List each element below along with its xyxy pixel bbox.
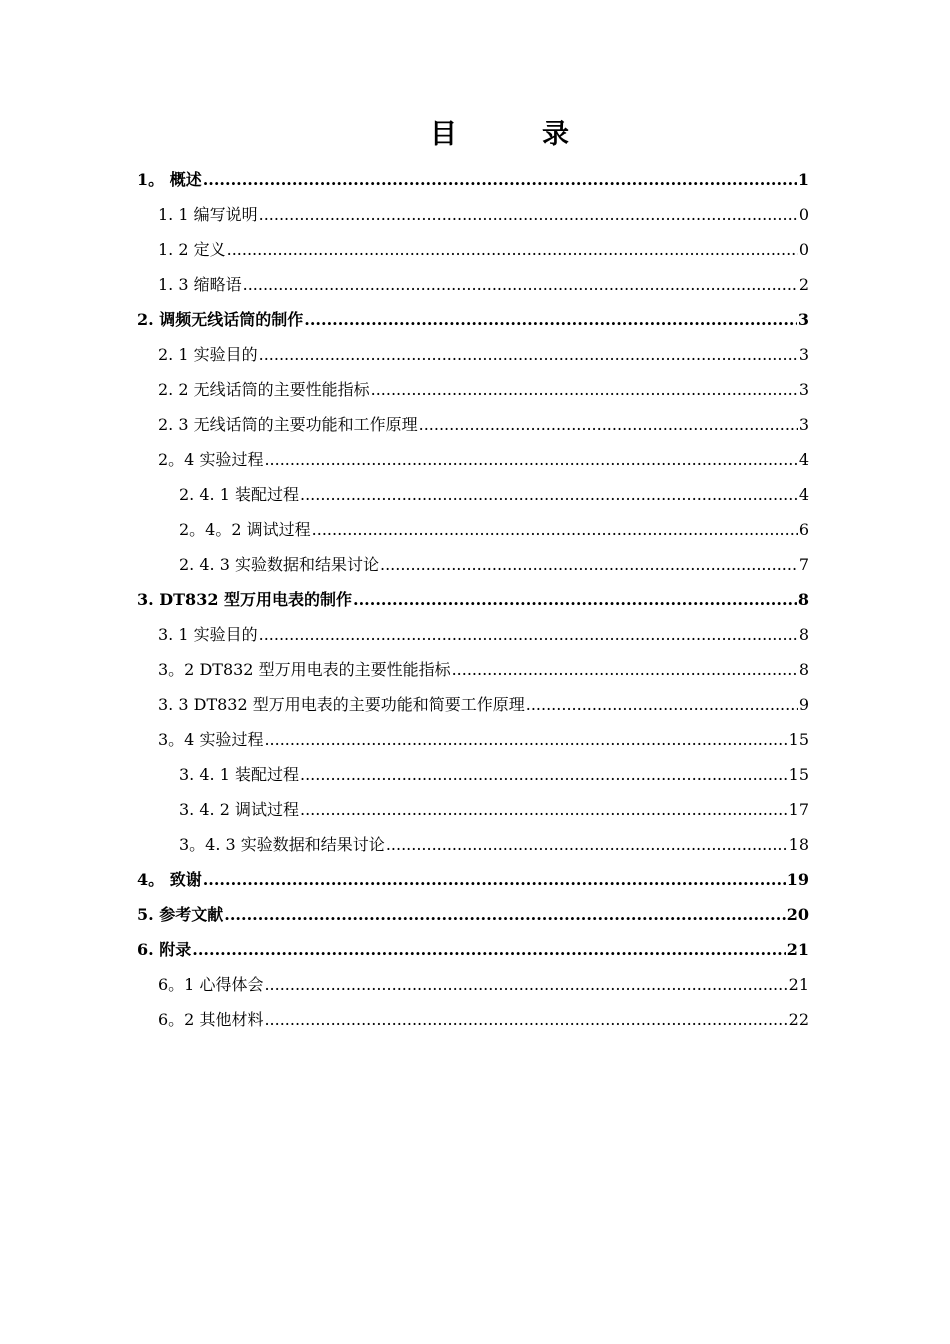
dot-leader — [264, 722, 787, 757]
toc-entry[interactable] — [137, 897, 809, 932]
toc-entry[interactable] — [158, 652, 809, 687]
toc-entry-label: 2. 1 实验目的 — [158, 345, 258, 364]
dot-leader — [371, 372, 798, 407]
toc-entry-page: 9 — [798, 695, 809, 714]
toc-entry-label: 3。4 实验过程 — [158, 730, 264, 749]
toc-entry[interactable] — [158, 967, 809, 1002]
dot-leader — [386, 827, 788, 862]
toc-entry[interactable] — [158, 1002, 809, 1037]
toc-entry-label: 2. 4. 1 装配过程 — [179, 485, 299, 504]
toc-entry-page: 7 — [798, 555, 809, 574]
toc-entry[interactable] — [158, 337, 809, 372]
toc-entry[interactable] — [158, 617, 809, 652]
toc-entry[interactable] — [179, 477, 809, 512]
toc-entry-label: 3. 3 DT832 型万用电表的主要功能和简要工作原理 — [158, 695, 525, 714]
toc-entry-label: 2。4 实验过程 — [158, 450, 264, 469]
dot-leader — [243, 267, 798, 302]
toc-entry[interactable] — [179, 512, 809, 547]
toc-entry-label: 6。1 心得体会 — [158, 975, 264, 994]
dot-leader — [300, 757, 788, 792]
toc-entry-page: 17 — [788, 800, 809, 819]
toc-entry-label: 2. 调频无线话筒的制作 — [137, 310, 304, 329]
toc-entry[interactable] — [158, 722, 809, 757]
toc-entry[interactable] — [179, 792, 809, 827]
toc-entry-page: 2 — [798, 275, 809, 294]
toc-entry-page: 18 — [788, 835, 809, 854]
toc-entry-page: 3 — [797, 310, 809, 329]
toc-entry-label: 5. 参考文献 — [137, 905, 224, 924]
toc-entry[interactable] — [158, 687, 809, 722]
toc-entry-page: 15 — [788, 730, 809, 749]
dot-leader — [419, 407, 798, 442]
toc-entry-label: 6。2 其他材料 — [158, 1010, 264, 1029]
toc-entry-label: 3. 4. 1 装配过程 — [179, 765, 299, 784]
toc-entry-label: 2. 2 无线话筒的主要性能指标 — [158, 380, 370, 399]
dot-leader — [264, 1002, 787, 1037]
toc-entry-page: 4 — [798, 485, 809, 504]
toc-entry[interactable] — [179, 827, 809, 862]
toc-entry-page: 21 — [786, 940, 809, 959]
dot-leader — [304, 302, 797, 337]
toc-entry[interactable] — [158, 442, 809, 477]
toc-entry-label: 3。2 DT832 型万用电表的主要性能指标 — [158, 660, 451, 679]
toc-entry-page: 0 — [798, 240, 809, 259]
toc-entry-page: 0 — [798, 205, 809, 224]
dot-leader — [380, 547, 798, 582]
toc-entry-page: 22 — [788, 1010, 809, 1029]
toc-entry-label: 2。4。2 调试过程 — [179, 520, 311, 539]
dot-leader — [452, 652, 798, 687]
dot-leader — [353, 582, 797, 617]
toc-entry-page: 15 — [788, 765, 809, 784]
toc-entry-label: 2. 4. 3 实验数据和结果讨论 — [179, 555, 379, 574]
toc-entry[interactable] — [137, 162, 809, 197]
toc-entry-label: 1. 2 定义 — [158, 240, 226, 259]
dot-leader — [312, 512, 798, 547]
toc-entry-page: 3 — [798, 380, 809, 399]
dot-leader — [224, 897, 785, 932]
toc-title-char-2: 录 — [542, 119, 569, 150]
toc-entry-page: 1 — [797, 170, 809, 189]
toc-entry[interactable] — [179, 757, 809, 792]
toc-entry-label: 1。 概述 — [137, 170, 202, 189]
toc-entry-label: 1. 3 缩略语 — [158, 275, 242, 294]
toc-title-char-1: 目 — [430, 119, 457, 150]
toc-entry[interactable] — [137, 932, 809, 967]
toc-entry-label: 2. 3 无线话筒的主要功能和工作原理 — [158, 415, 418, 434]
toc-entry[interactable] — [158, 197, 809, 232]
dot-leader — [264, 967, 787, 1002]
toc-entry-page: 20 — [786, 905, 809, 924]
dot-leader — [300, 477, 798, 512]
toc-entry-label: 4。 致谢 — [137, 870, 202, 889]
toc-entry-page: 21 — [788, 975, 809, 994]
toc-entry-label: 3. DT832 型万用电表的制作 — [137, 590, 353, 609]
toc-entry[interactable] — [158, 267, 809, 302]
toc-entry-label: 3. 4. 2 调试过程 — [179, 800, 299, 819]
toc-entry-page: 3 — [798, 415, 809, 434]
toc-entry-page: 6 — [798, 520, 809, 539]
dot-leader — [227, 232, 798, 267]
toc-entry-page: 3 — [798, 345, 809, 364]
dot-leader — [300, 792, 788, 827]
dot-leader — [259, 617, 798, 652]
toc-entry-page: 8 — [797, 590, 809, 609]
dot-leader — [203, 862, 786, 897]
dot-leader — [526, 687, 798, 722]
toc-entry-page: 8 — [798, 625, 809, 644]
toc-entry-label: 3. 1 实验目的 — [158, 625, 258, 644]
toc-entry-label: 3。4. 3 实验数据和结果讨论 — [179, 835, 385, 854]
toc-entry[interactable] — [158, 232, 809, 267]
toc-entry[interactable] — [137, 862, 809, 897]
toc-entry[interactable] — [179, 547, 809, 582]
toc-entry-page: 19 — [786, 870, 809, 889]
dot-leader — [259, 197, 798, 232]
toc-entry-page: 8 — [798, 660, 809, 679]
dot-leader — [203, 162, 797, 197]
toc-entry-page: 4 — [798, 450, 809, 469]
dot-leader — [264, 442, 797, 477]
toc-entry[interactable] — [158, 407, 809, 442]
toc-entry[interactable] — [137, 582, 809, 617]
toc-entry-label: 6. 附录 — [137, 940, 192, 959]
dot-leader — [259, 337, 798, 372]
toc-entry-label: 1. 1 编写说明 — [158, 205, 258, 224]
dot-leader — [192, 932, 785, 967]
toc-entry[interactable] — [158, 372, 809, 407]
toc-entry[interactable] — [137, 302, 809, 337]
